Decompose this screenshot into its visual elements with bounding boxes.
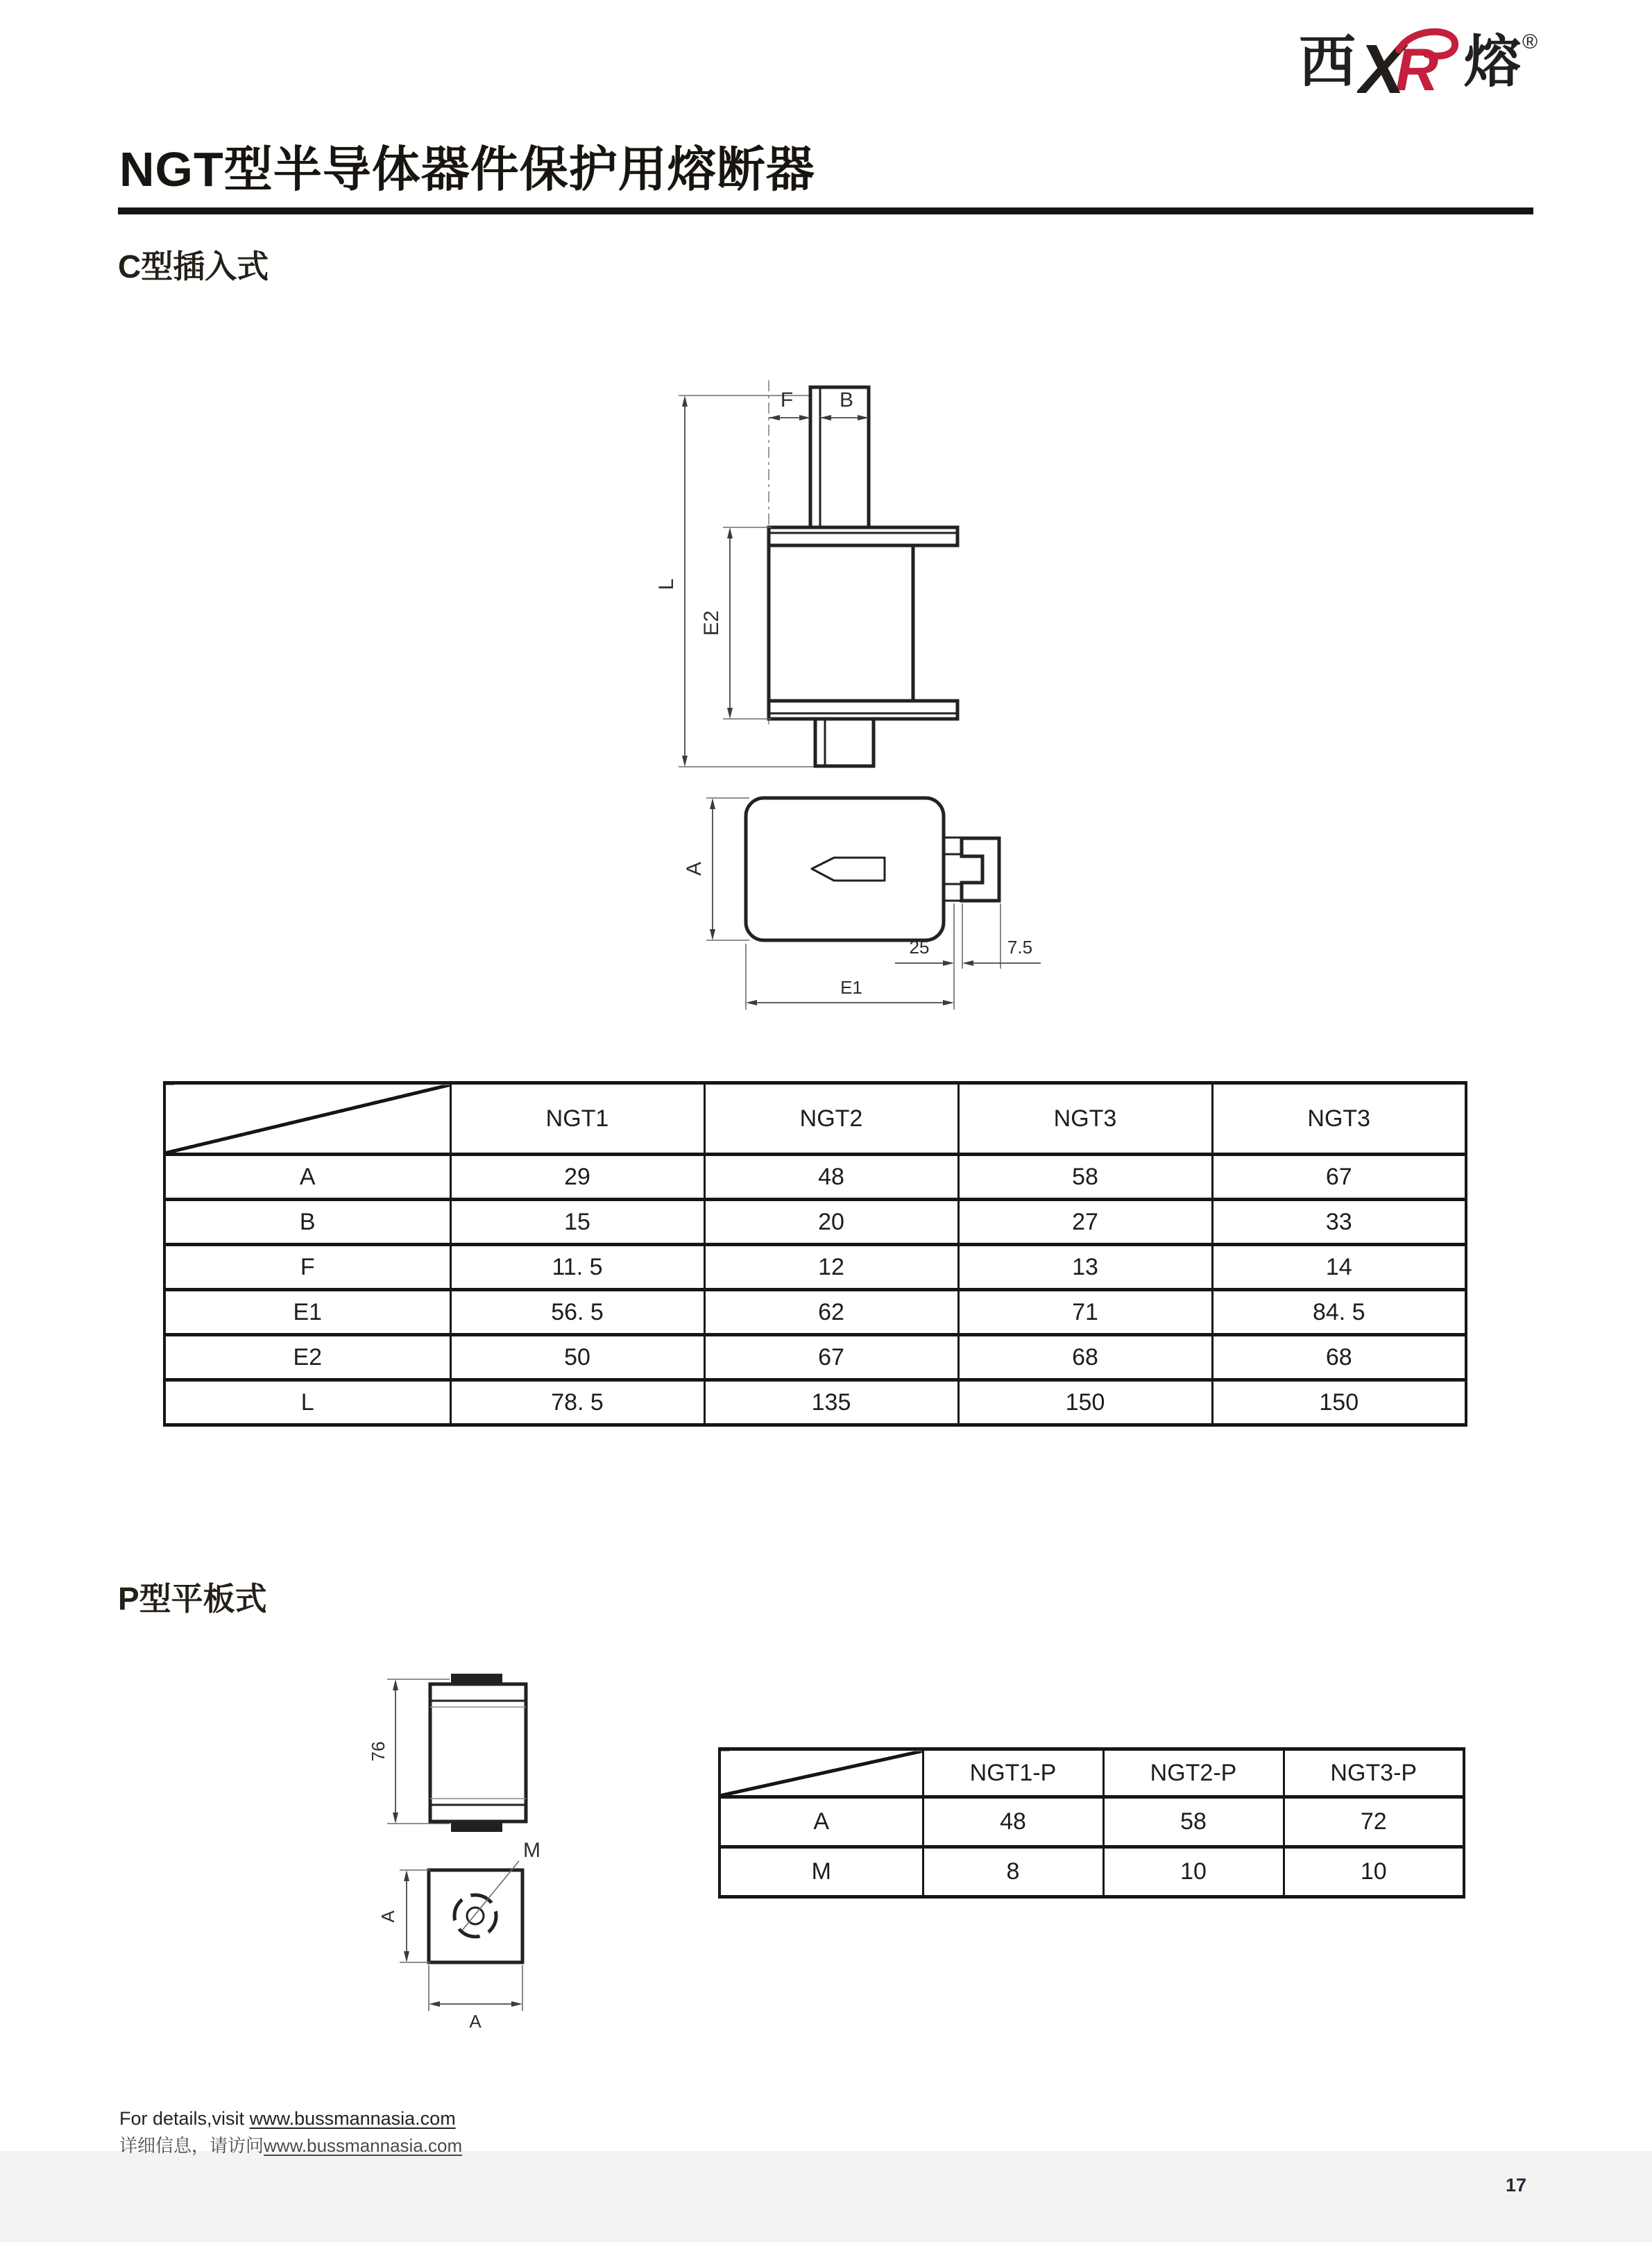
col-header: NGT2-P <box>1103 1749 1284 1797</box>
dim-25-label: 25 <box>909 937 930 958</box>
cell: 33 <box>1212 1200 1466 1245</box>
cell: 72 <box>1284 1797 1464 1847</box>
footer-cn-url[interactable]: www.bussmannasia.com <box>264 2135 463 2156</box>
body-outline <box>746 798 944 940</box>
side-tab <box>962 838 999 901</box>
dim-l <box>655 396 822 767</box>
dim-e2-label: E2 <box>700 610 723 636</box>
table-header-row <box>164 1083 1466 1155</box>
table-row <box>164 1245 1466 1290</box>
section-p-heading: P型平板式 <box>118 1581 267 1617</box>
footer-en-url[interactable]: www.bussmannasia.com <box>249 2108 456 2129</box>
dim-e1-label: E1 <box>840 977 862 998</box>
cell: 20 <box>704 1200 958 1245</box>
logo-letter-x: X <box>1359 30 1405 99</box>
diagonal-header-cell <box>719 1749 923 1797</box>
col-header: NGT3-P <box>1284 1749 1464 1797</box>
c-top-view <box>683 798 1041 1010</box>
cell: 56. 5 <box>450 1290 704 1335</box>
dim-a-bottom-label: A <box>469 2011 482 2032</box>
dim-25-75 <box>895 903 1041 1010</box>
cell: 62 <box>704 1290 958 1335</box>
tab-step-top <box>944 838 962 854</box>
table-row <box>164 1290 1466 1335</box>
table-row <box>164 1335 1466 1380</box>
dim-b <box>820 389 869 421</box>
dim-f-label: F <box>780 389 794 411</box>
hole-notch <box>461 1892 471 1902</box>
cell: 13 <box>958 1245 1212 1290</box>
dim-a-label: A <box>683 861 706 876</box>
cell: 48 <box>923 1797 1103 1847</box>
diagonal-header-cell <box>164 1083 450 1155</box>
col-header: NGT2 <box>704 1083 958 1155</box>
page-title: NGT型半导体器件保护用熔断器 <box>119 142 815 196</box>
tab-step-bottom <box>944 884 962 901</box>
cell: 135 <box>704 1380 958 1425</box>
footer-cn-prefix: 详细信息，请访问 <box>119 2135 264 2156</box>
dim-a-side <box>377 1870 430 1962</box>
c-front-view <box>655 380 957 767</box>
brand-logo <box>1299 26 1538 99</box>
page-number: 17 <box>1506 2175 1527 2196</box>
cell: 12 <box>704 1245 958 1290</box>
dim-m <box>462 1839 540 1930</box>
p-body <box>430 1684 526 1821</box>
dim-a <box>683 798 749 940</box>
footer-band <box>0 2151 1652 2242</box>
col-header: NGT3 <box>1212 1083 1466 1155</box>
registered-mark: ® <box>1522 31 1538 53</box>
table-row <box>719 1847 1464 1897</box>
logo-letter-r: R <box>1395 36 1439 99</box>
hole-notch <box>452 1920 461 1930</box>
cell: 68 <box>1212 1335 1466 1380</box>
p-type-dimension-drawing <box>361 1631 638 2075</box>
footer-line-cn <box>119 2132 462 2157</box>
cell: 29 <box>450 1155 704 1200</box>
cell: 14 <box>1212 1245 1466 1290</box>
table-header-row <box>719 1749 1464 1797</box>
dim-75-label: 7.5 <box>1007 937 1033 958</box>
cell: 150 <box>958 1380 1212 1425</box>
cell: 10 <box>1284 1847 1464 1897</box>
title-rule <box>118 207 1533 214</box>
dim-b-label: B <box>839 389 854 411</box>
threaded-hole <box>454 1895 496 1937</box>
row-label: B <box>164 1200 450 1245</box>
row-label: A <box>164 1155 450 1200</box>
dim-m-label: M <box>523 1839 540 1862</box>
table-row <box>164 1380 1466 1425</box>
cell: 11. 5 <box>450 1245 704 1290</box>
table-row <box>164 1155 1466 1200</box>
row-label: L <box>164 1380 450 1425</box>
table-row <box>719 1797 1464 1847</box>
cell: 27 <box>958 1200 1212 1245</box>
dim-f <box>769 389 810 421</box>
p-bottom-view <box>377 1839 540 2032</box>
c-type-dimension-drawing <box>645 326 1062 1013</box>
cell: 67 <box>1212 1155 1466 1200</box>
blade-slot <box>812 858 885 881</box>
dim-76-label: 76 <box>368 1741 389 1762</box>
logo-monogram-icon <box>1357 26 1461 99</box>
footer-line-en <box>119 2108 456 2130</box>
col-header: NGT1-P <box>923 1749 1103 1797</box>
dim-a-bottom <box>429 1965 522 2032</box>
p-type-spec-table <box>718 1747 1465 1899</box>
row-label: E1 <box>164 1290 450 1335</box>
cell: 58 <box>1103 1797 1284 1847</box>
logo-text-left: 西 <box>1299 31 1355 94</box>
cell: 71 <box>958 1290 1212 1335</box>
cell: 68 <box>958 1335 1212 1380</box>
dim-a-side-label: A <box>377 1910 398 1923</box>
row-label: A <box>719 1797 923 1847</box>
fuse-body <box>769 545 913 701</box>
c-type-spec-table <box>163 1081 1467 1427</box>
bottom-flange <box>769 701 957 719</box>
dim-e2 <box>700 527 772 719</box>
cell: 48 <box>704 1155 958 1200</box>
cell: 84. 5 <box>1212 1290 1466 1335</box>
hole-notch <box>479 1930 489 1939</box>
col-header: NGT3 <box>958 1083 1212 1155</box>
top-flange <box>769 527 957 545</box>
col-header: NGT1 <box>450 1083 704 1155</box>
cell: 15 <box>450 1200 704 1245</box>
cell: 10 <box>1103 1847 1284 1897</box>
cell: 50 <box>450 1335 704 1380</box>
row-label: F <box>164 1245 450 1290</box>
base-outline <box>429 1870 522 1962</box>
cell: 78. 5 <box>450 1380 704 1425</box>
section-c-heading: C型插入式 <box>118 248 269 285</box>
row-label: M <box>719 1847 923 1897</box>
p-front-view <box>368 1674 526 1832</box>
cell: 67 <box>704 1335 958 1380</box>
table-row <box>164 1200 1466 1245</box>
logo-text-right: 熔 <box>1464 31 1520 94</box>
row-label: E2 <box>164 1335 450 1380</box>
cell: 150 <box>1212 1380 1466 1425</box>
hole-notch <box>489 1902 499 1912</box>
dim-l-label: L <box>655 578 678 591</box>
cell: 58 <box>958 1155 1212 1200</box>
footer-en-prefix: For details,visit <box>119 2108 250 2129</box>
cell: 8 <box>923 1847 1103 1897</box>
